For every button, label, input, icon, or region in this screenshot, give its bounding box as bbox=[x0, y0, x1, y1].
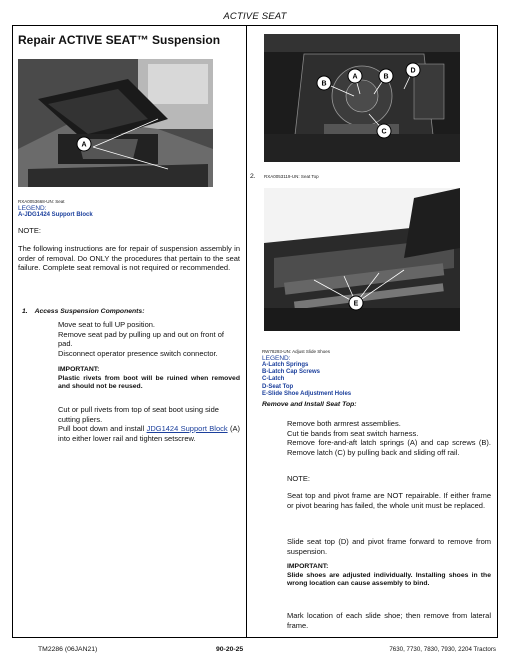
footer-rule bbox=[12, 637, 498, 638]
step1-line-1: Move seat to full UP position. bbox=[58, 320, 155, 329]
column-divider bbox=[246, 25, 247, 638]
step1-pull-paragraph bbox=[58, 424, 240, 443]
figure3-id: RW78293-UN: Adjust Slide Shoes bbox=[262, 349, 330, 354]
left-border bbox=[12, 25, 13, 638]
step2-line-2: Cut tie bands from seat switch harness. bbox=[287, 428, 419, 438]
callout-a-top: A bbox=[352, 73, 358, 81]
footer-page-number: 90-20-25 bbox=[216, 646, 244, 653]
step2-important-text: Slide shoes are adjusted individually. Installing shoes in the wrong location can cause assembly to bind. bbox=[287, 571, 491, 588]
callout-d: D bbox=[410, 67, 416, 75]
step1-line-2: Remove seat pad by pulling up and out on front of pad. bbox=[58, 329, 224, 349]
figure1-legend-item: A-JDG1424 Support Block bbox=[18, 212, 93, 218]
figure1-id: RXA0053668-UN: Seat bbox=[18, 199, 65, 204]
step1-important-text: Plastic rivets from boot will be ruined when removed and should not be reused. bbox=[58, 374, 240, 391]
figure2-number: 2. bbox=[250, 173, 256, 180]
footer-models: 7630, 7730, 7830, 7930, 2204 Tractors bbox=[389, 646, 496, 653]
figure2-id: RXA0053119-UN: Seat Top bbox=[264, 174, 319, 179]
footer-manual-id: TM2286 (06JAN21) bbox=[38, 646, 98, 653]
page-header-title: ACTIVE SEAT bbox=[223, 11, 287, 22]
figure3-legend-item-b: B-Latch Cap Screws bbox=[262, 369, 321, 376]
step1-pull-text-a: Pull boot down and install bbox=[58, 424, 145, 433]
step1-line-3: Disconnect operator presence switch connector. bbox=[58, 348, 218, 358]
step1-number: 1. bbox=[22, 308, 28, 315]
step1-pull-text-b: (A) into either lower rail and tighten setscrew. bbox=[58, 424, 240, 443]
jdg1424-support-block-link[interactable]: JDG1424 Support Block bbox=[146, 424, 228, 433]
step2-title: Remove and Install Seat Top: bbox=[262, 401, 357, 408]
step2-note-label: NOTE: bbox=[287, 474, 310, 483]
callout-a: A bbox=[81, 141, 87, 149]
figure3-legend-title: LEGEND: bbox=[262, 355, 291, 362]
figure3-legend-item-a: A-Latch Springs bbox=[262, 362, 309, 368]
figure1-legend-title: LEGEND: bbox=[18, 205, 47, 212]
figure3-legend-item-e: E-Slide Shoe Adjustment Holes bbox=[262, 390, 352, 397]
header-rule bbox=[12, 25, 498, 26]
step1-title: Access Suspension Components: bbox=[34, 308, 145, 315]
seat-photo bbox=[18, 59, 213, 187]
step1-important-label: IMPORTANT: bbox=[58, 366, 100, 373]
figure3-legend-item-d: D-Seat Top bbox=[262, 383, 294, 390]
seat-top-photo bbox=[264, 34, 460, 162]
note-text: The following instructions are for repair of suspension assembly in order of removal. Do ONLY the procedures that pertain to the seat failure. Complete seat removal is not required or recommended. bbox=[18, 244, 240, 273]
step2-line-1: Remove both armrest assemblies. bbox=[287, 419, 401, 428]
section-title: Repair ACTIVE SEAT™ Suspension bbox=[18, 33, 221, 47]
step1-cut-text: Cut or pull rivets from top of seat boot using side cutting pliers. bbox=[58, 405, 219, 424]
step2-line-3: Remove fore-and-aft latch springs (A) and cap screws (B). Remove latch (C) by pulling back and sliding off rail. bbox=[287, 438, 491, 457]
step2-important-label: IMPORTANT: bbox=[287, 563, 329, 570]
callout-c: C bbox=[381, 128, 387, 136]
callout-b-left: B bbox=[321, 80, 327, 88]
callout-e: E bbox=[353, 300, 359, 308]
step2-note-text: Seat top and pivot frame are NOT repairable. If either frame or pivot bearing has failed, the whole unit must be replaced. bbox=[287, 491, 491, 510]
figure3-legend-item-c: C-Latch bbox=[262, 376, 285, 383]
note-label: NOTE: bbox=[18, 226, 41, 235]
callout-b-right: B bbox=[383, 73, 389, 81]
step2-mark-text: Mark location of each slide shoe; then remove from lateral frame. bbox=[287, 611, 491, 630]
step2-slide-text: Slide seat top (D) and pivot frame forward to remove from suspension. bbox=[287, 537, 491, 556]
slide-shoes-photo bbox=[264, 188, 460, 331]
right-border bbox=[497, 25, 498, 638]
